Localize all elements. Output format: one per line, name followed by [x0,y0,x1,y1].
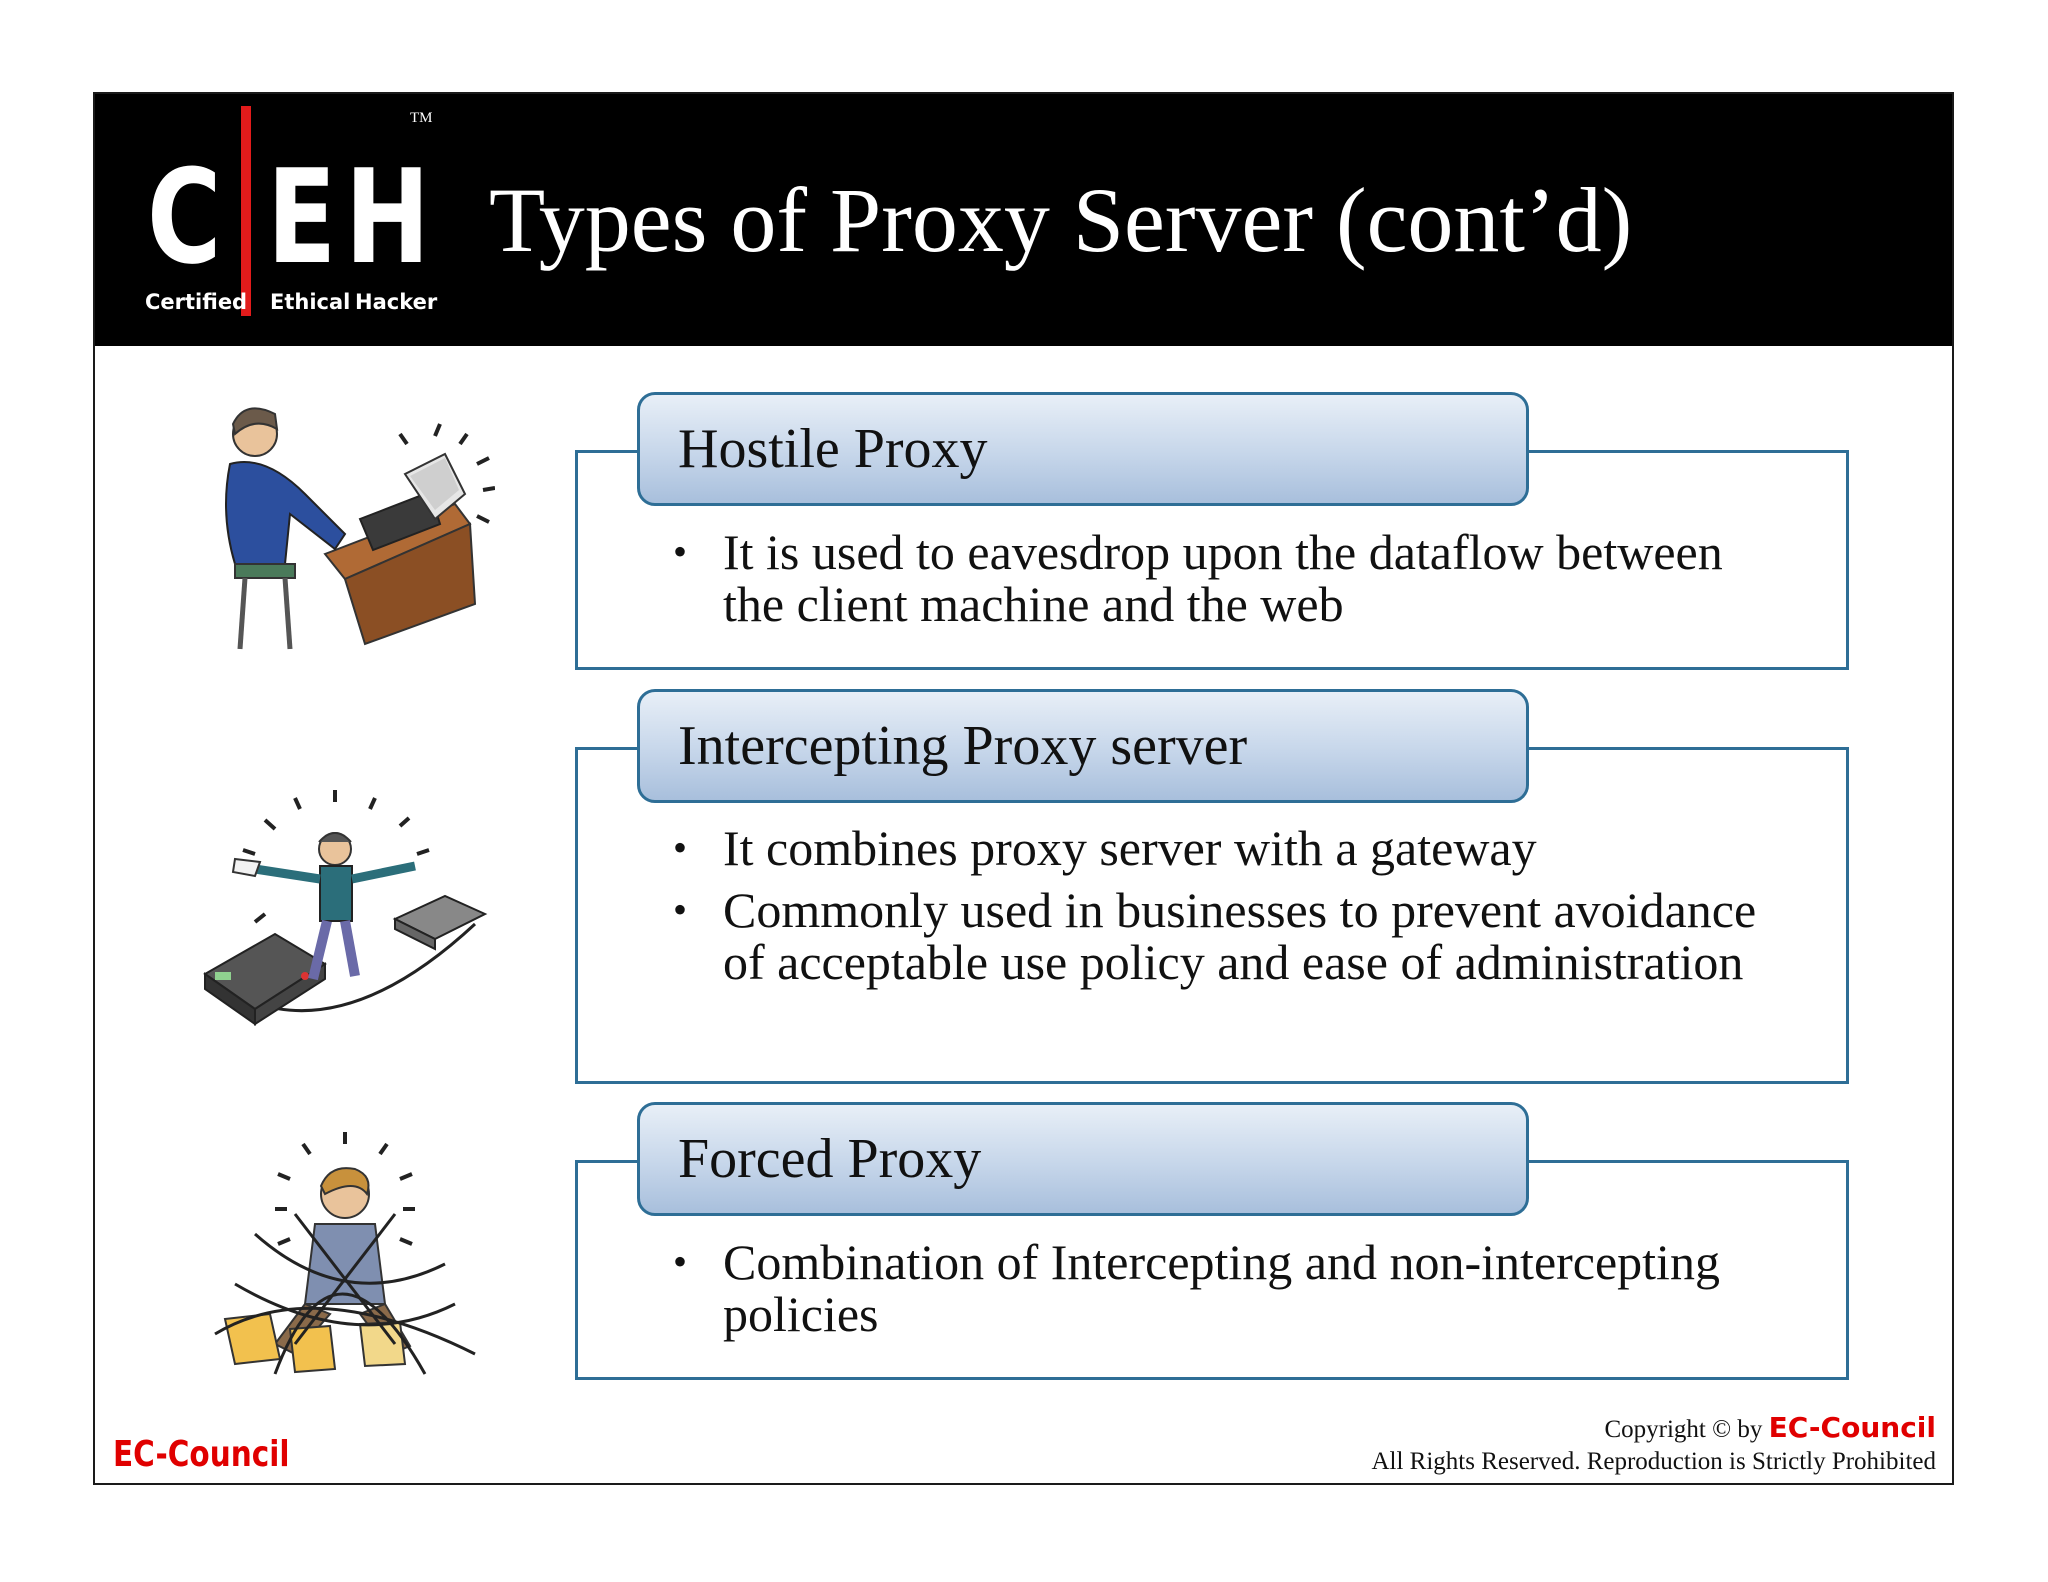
copyright-notice [1371,1412,1936,1478]
page-title: Types of Proxy Server (cont’d) [489,169,1633,271]
bullet-item: • Combination of Intercepting and non-intercepting policies [673,1236,1773,1340]
footer-ec-council-logo: EC-Council [113,1434,290,1475]
logo-letter-c: C [147,141,222,293]
slide [93,92,1954,1485]
bullet-item: • Commonly used in businesses to prevent avoidance of acceptable use policy and ease of administration [673,884,1773,988]
bullet-item: • It combines proxy server with a gateway [673,822,1773,874]
logo-trademark: TM [410,110,433,126]
rights-line: All Rights Reserved. Reproduction is Strictly Prohibited [1371,1448,1936,1475]
copyright-brand: EC-Council [1768,1411,1936,1444]
man-at-computer-illustration [195,394,495,694]
logo-red-bar [241,106,251,316]
ceh-logo [95,94,438,346]
section-bullets-intercepting-proxy [673,822,1773,998]
man-tightrope-between-routers-illustration [195,754,515,1074]
logo-letter-h: H [345,141,430,293]
man-tangled-in-wires-illustration [195,1114,495,1414]
section-bullets-forced-proxy [673,1236,1773,1350]
copyright-prefix: Copyright © by [1604,1416,1769,1443]
logo-sub-hacker: Hacker [355,290,438,314]
section-heading-forced-proxy: Forced Proxy [637,1102,1529,1216]
copyright-line [1371,1412,1936,1446]
logo-sub-certified: Certified [145,290,248,314]
bullet-item: • It is used to eavesdrop upon the dataflow between the client machine and the web [673,526,1773,630]
logo-letter-e: E [267,141,337,293]
section-heading-hostile-proxy: Hostile Proxy [637,392,1529,506]
section-bullets-hostile-proxy [673,526,1773,640]
header-bar [95,94,1952,346]
logo-sub-ethical: Ethical [270,290,351,314]
section-heading-intercepting-proxy: Intercepting Proxy server [637,689,1529,803]
